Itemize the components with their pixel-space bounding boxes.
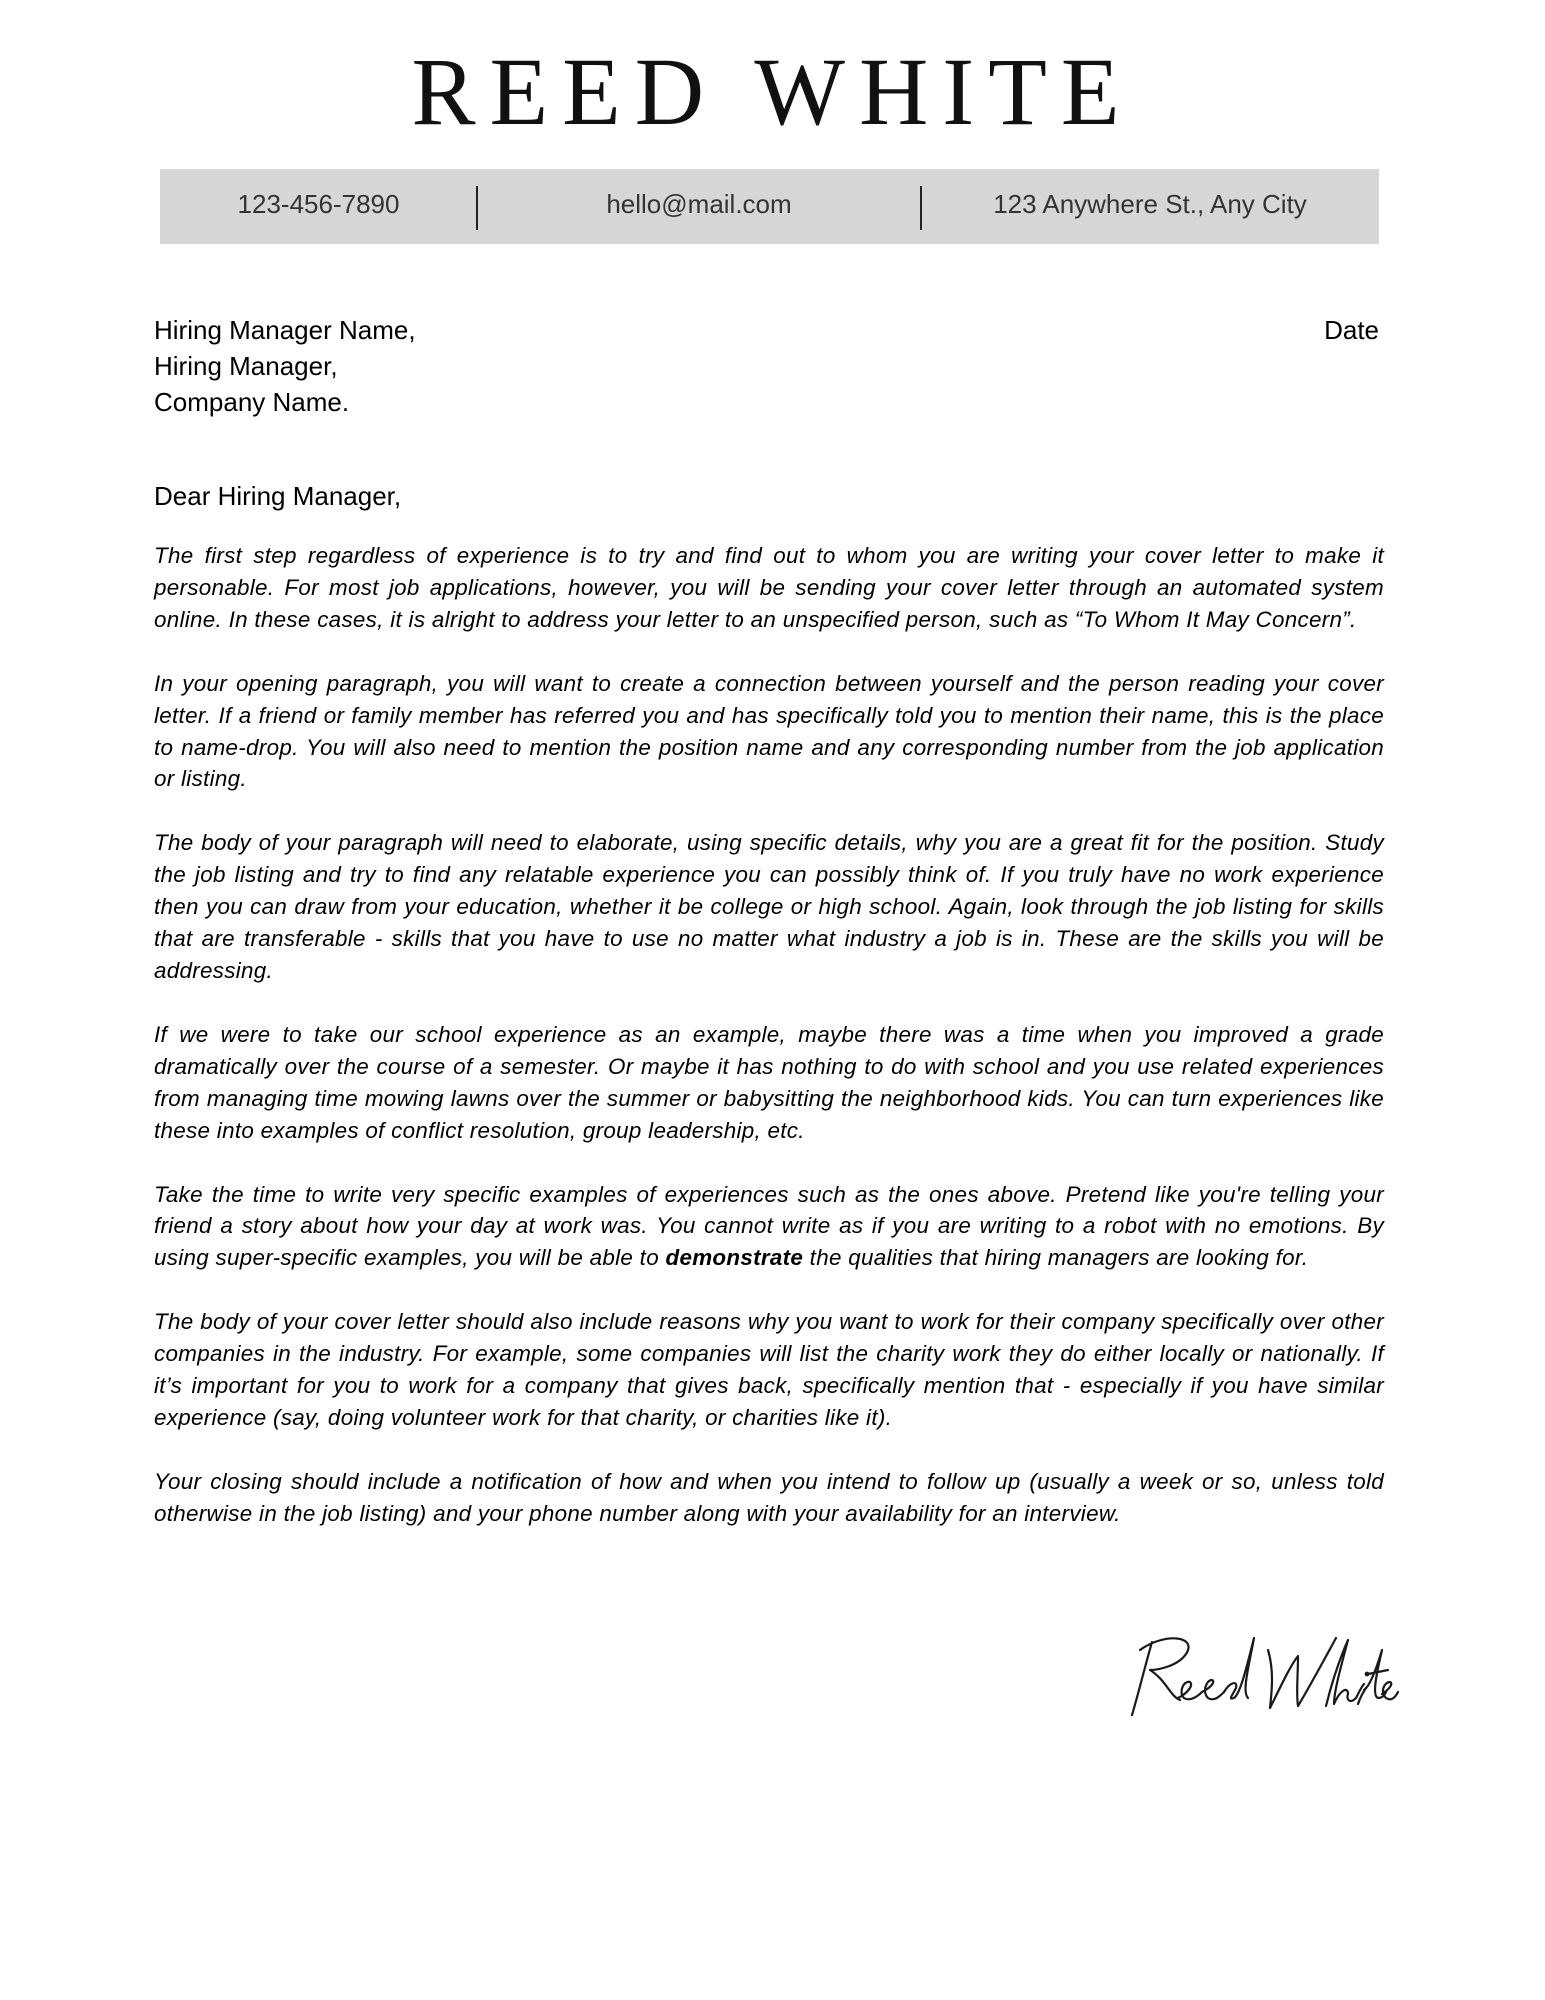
closing-paragraph: Your closing should include a notification of how and when you intend to follow up (usually a week or so, unless told otherwise in the job listing) and your phone number along with your availability for an interview.: [154, 1468, 1384, 1526]
paragraph: The body of your paragraph will need to elaborate, using specific details, why you are a great fit for the position. Study the job listing and try to find any relatable experience you can possibly think of. If you truly have no work experience then you can draw from your education, whether it be college or high school. Again, look through the job listing for skills that are transferable - skills that you have to use no matter what industry a job is in. These are the skills you will be addressing.: [154, 830, 1384, 983]
paragraph: [154, 1179, 1384, 1275]
paragraph-text: Take the time to write very specific examples of experiences such as the ones above. Pretend like you're telling your friend a story about how your day at work was. You cannot write as if you are writing to a robot with no emotions. By using super-specific examples, you will be able to: [154, 1181, 1384, 1271]
recipient-title: Hiring Manager,: [154, 351, 338, 381]
paragraph: If we were to take our school experience as an example, maybe there was a time when you improved a grade dramatically over the course of a semester. Or maybe it has nothing to do with school and you use related experiences from managing time mowing lawns over the summer or babysitting the neighborhood kids. You can turn experiences like these into examples of conflict resolution, group leadership, etc.: [154, 1021, 1384, 1143]
paragraph: The first step regardless of experience is to try and find out to whom you are writing your cover letter to make it personable. For most job applications, however, you will be sending your cover letter through an automated system online. In these cases, it is alright to address your letter to an unspecified person, such as “To Whom It May Concern”.: [154, 543, 1384, 632]
contact-email: hello@mail.com: [606, 189, 792, 219]
paragraph: In your opening paragraph, you will want to create a connection between yourself and the person reading your cover letter. If a friend or family member has referred you and has specifically told you to mention their name, this is the place to name-drop. You will also need to mention the position name and any corresponding number from the job application or listing.: [154, 670, 1384, 792]
letter-date: Date: [1324, 315, 1379, 345]
paragraph: The body of your cover letter should also include reasons why you want to work for their company specifically over other companies in the industry. For example, some companies will list the charity work they do either locally or nationally. If it’s important for you to work for a company that gives back, specifically mention that - especially if you have similar experience (say, doing volunteer work for that charity, or charities like it).: [154, 1309, 1384, 1430]
recipient-block: [154, 312, 416, 420]
letter-body: [154, 540, 1384, 1562]
paragraph-text: the qualities that hiring managers are looking for.: [803, 1245, 1309, 1271]
contact-phone: 123-456-7890: [237, 189, 400, 219]
applicant-name: REED WHITE: [411, 38, 1134, 145]
contact-address: 123 Anywhere St., Any City: [993, 189, 1307, 219]
emphasis-text: demonstrate: [665, 1245, 804, 1271]
recipient-company: Company Name.: [154, 387, 350, 417]
recipient-name: Hiring Manager Name,: [154, 315, 416, 345]
salutation: Dear Hiring Manager,: [154, 481, 402, 511]
contact-bar: [160, 169, 1379, 244]
signature: [1120, 1630, 1400, 1720]
